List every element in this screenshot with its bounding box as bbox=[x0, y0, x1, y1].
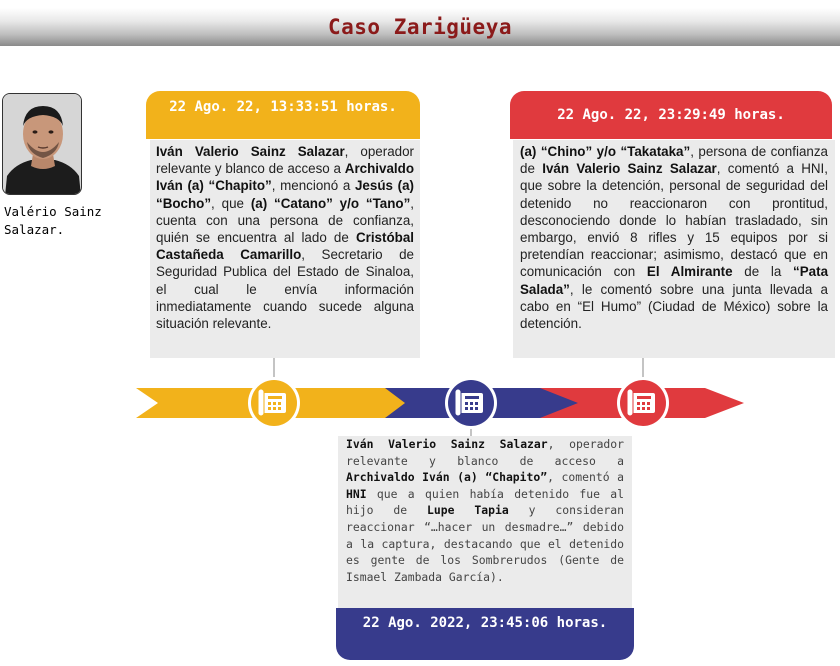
phone-icon bbox=[617, 377, 669, 429]
phone-icon bbox=[248, 377, 300, 429]
event3-body: Iván Valerio Sainz Salazar, operador relevante y blanco de acceso a Archivaldo Iván (a) “Chapito”, comentó a HNI que a quien había detenido fue al hijo de Lupe Tapia y consideran reaccionar “…hacer un desmadre…” debido a la captura, destacando que el detenido es gente de los Sombrerudos (Gente de Ismael Zambada García). bbox=[338, 436, 632, 612]
event2-header: 22 Ago. 22, 23:29:49 horas. bbox=[510, 91, 832, 139]
page-title: Caso Zarigüeya bbox=[327, 15, 512, 39]
event1-header: 22 Ago. 22, 13:33:51 horas. bbox=[146, 91, 420, 139]
phone-icon bbox=[445, 377, 497, 429]
event3-header: 22 Ago. 2022, 23:45:06 horas. bbox=[336, 608, 634, 660]
event2-body: (a) “Chino” y/o “Takataka”, persona de confianza de Iván Valerio Sainz Salazar, comentó a HNI, que sobre la detención, personal de seguridad del detenido no reaccionaron con prontitud, desconociendo donde lo habían trasladado, sin embargo, envió 8 rifles y 15 equipos por si pretendían reaccionar; asimismo, destacó que en comunicación con El Almirante de la “Pata Salada”, le comentó sobre una junta llevada a cabo en “El Humo” (Ciudad de México) sobre la detención. bbox=[513, 140, 835, 358]
person-name: Valério Sainz Salazar. bbox=[4, 204, 102, 237]
event1-body: Iván Valerio Sainz Salazar, operador relevante y blanco de acceso a Archivaldo Iván (a) “Chapito”, mencionó a Jesús (a) “Bocho”, que (a) “Catano” y/o “Tano”, cuenta con una persona de confianza, quién se encuentra al lado de Cristóbal Castañeda Camarillo, Secretario de Seguridad Publica del Estado de Sinaloa, el cual le envía información inmediatamente cuando sucede alguna situación relevante. bbox=[150, 140, 420, 358]
